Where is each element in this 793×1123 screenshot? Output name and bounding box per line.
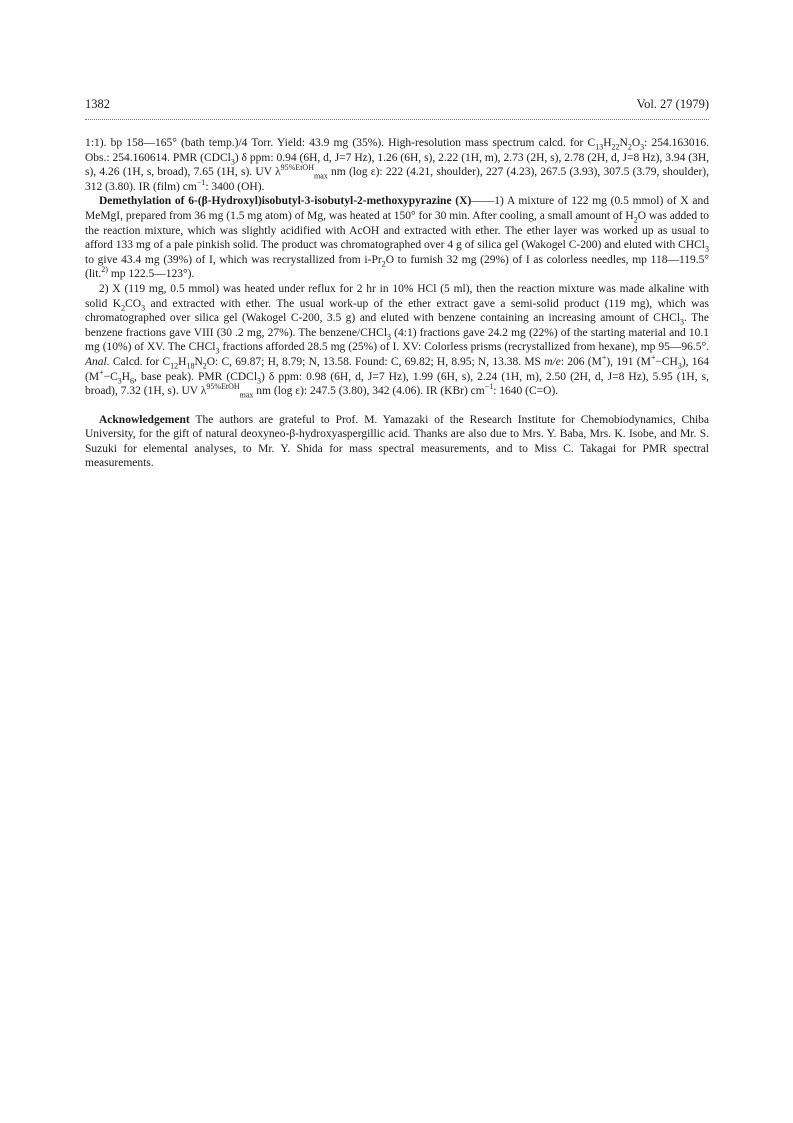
page-number: 1382 [85, 97, 110, 111]
paragraph-physical-data: 1:1). bp 158—165° (bath temp.)/4 Torr. Yield: 43.9 mg (35%). High-resolution mass spectrum calcd. for $C_{13}H_{22}N_2O_3$: 254.163016. Obs.: 254.160614. PMR (CDCl$_3$) δ ppm: 0.94 (6H, d, J=7 Hz), 1.26 (6H, s), 2.22 (1H, m), 2.73 (2H, s), 2.78 (2H, d, J=8 Hz), 3.94 (3H, s), 4.26 (1H, s, broad), 7.65 (1H, s). UV $\lambda^{95\%EtOH}_{max}$ nm (log ε): 222 (4.21, shoulder), 227 (4.23), 267.5 (3.93), 307.5 (3.79, shoulder), 312 (3.80). IR (film) $cm^{-1}$: 3400 (OH). [85, 137, 709, 193]
section-heading: Demethylation of 6-(β-Hydroxyl)isobutyl-3-isobutyl-2-methoxypyrazine (X) [99, 195, 472, 208]
page-header [85, 97, 709, 113]
header-rule [85, 119, 709, 120]
article-body [85, 136, 709, 471]
journal-volume-year: Vol. 27 (1979) [636, 97, 709, 111]
acknowledgement-heading: Acknowledgement [99, 413, 190, 426]
paragraph-demethylation-1: Demethylation of 6-(β-Hydroxyl)isobutyl-3-isobutyl-2-methoxypyrazine (X)——1) A mixture of 122 mg (0.5 mmol) of X and MeMgI, prepared from 36 mg (1.5 mg atom) of Mg, was heated at 150° for 30 min. After cooling, a small amount of $H_2O$ was added to the reaction mixture, which was slightly acidified with AcOH and extracted with ether. The ether layer was worked up as usual to afford 133 mg of a pale pinkish solid. The product was chromatographed over 4 g of silica gel (Wakogel C-200) and eluted with CHCl$_3$ to give 43.4 mg (39%) of I, which was recrystallized from $i-Pr_2O$ to furnish 32 mg (29%) of I as colorless needles, mp 118—119.5° (lit.$^{2)}$ mp 122.5—123°). [85, 195, 710, 281]
paragraph-demethylation-2: 2) X (119 mg, 0.5 mmol) was heated under reflux for 2 hr in 10% HCl (5 ml), then the reaction mixture was made alkaline with solid $K_2CO_3$ and extracted with ether. The usual work-up of the ether extract gave a semi-solid product (119 mg), which was chromatographed over silica gel (Wakogel C-200, 3.5 g) and eluted with benzene containing an increasing amount of CHCl$_3$. The benzene fractions gave VIII (30 .2 mg, 27%). The benzene/CHCl$_3$ (4:1) fractions gave 24.2 mg (22%) of the starting material and 10.1 mg (10%) of XV. The CHCl$_3$ fractions afforded 28.5 mg (25%) of I. XV: Colorless prisms (recrystallized from hexane), mp 95—96.5°. Anal. Calcd. for $C_{12}H_{18}N_2O$: C, 69.87; H, 8.79; N, 13.58. Found: C, 69.82; H, 8.95; N, 13.38. MS m/e: 206 (M+), 191 $(M^+-CH_3)$, 164 ($M^+-C_3H_6$, base peak). PMR (CDCl$_3$) δ ppm: 0.98 (6H, d, J=7 Hz), 1.99 (6H, s), 2.24 (1H, m), 2.50 (2H, d, J=8 Hz), 5.95 (1H, s, broad), 7.32 (1H, s). UV $\lambda^{95\%EtOH}_{max}$ nm (log ε): 247.5 (3.80), 342 (4.06). IR (KBr) $cm^{-1}$: 1640 (C=O). [85, 282, 710, 400]
paragraph-acknowledgement: Acknowledgement The authors are grateful to Prof. M. Yamazaki of the Research Institute for Chemobiodynamics, Chiba University, for the gift of natural deoxyneo-β-hydroxyaspergillic acid. Thanks are also due to Mrs. Y. Baba, Mrs. K. Isobe, and Mr. S. Suzuki for elemental analyses, to Mr. Y. Shida for mass spectral measurements, and to Miss C. Takagai for PMR spectral measurements. [85, 413, 709, 470]
